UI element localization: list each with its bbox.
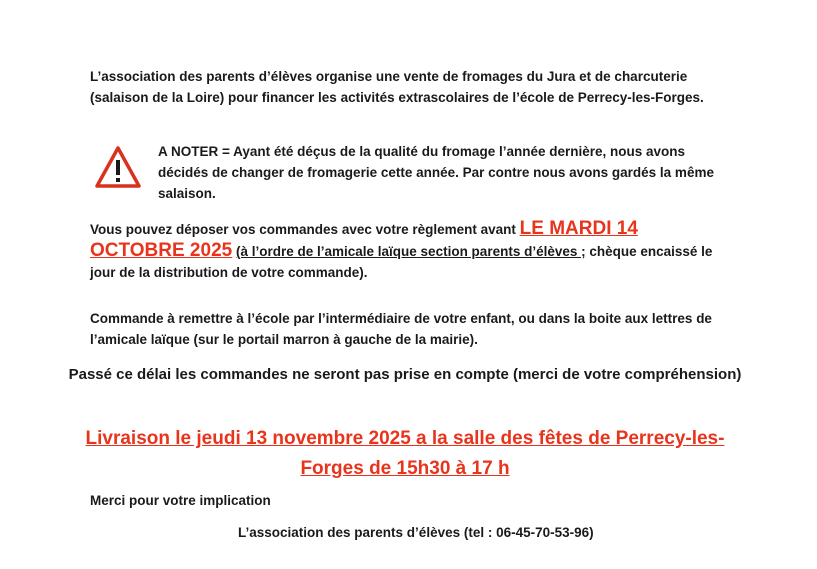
order-deadline-date: LE MARDI 14 OCTOBRE 2025 xyxy=(90,218,638,261)
intro-paragraph: L’association des parents d’élèves organise une vente de fromages du Jura et de charcuterie (salaison de la Loire) pour financer les activités extrascolaires de l’école de Perrecy-les-Forges. xyxy=(90,69,704,105)
order-lead: Vous pouvez déposer vos commandes avec votre règlement avant xyxy=(90,222,520,237)
notice-paragraph: A NOTER = Ayant été déçus de la qualité du fromage l’année dernière, nous avons décidés de changer de fromagerie cette année. Par contre nous avons gardés la même salaison. xyxy=(158,144,714,201)
payee-prefix: (à l’ordre de l’amicale xyxy=(235,244,378,259)
drop-off-paragraph: Commande à remettre à l’école par l’intermédiaire de votre enfant, ou dans la boite aux lettres de l’amicale laïque (sur le portail marron à gauche de la mairie). xyxy=(90,311,712,347)
thanks-line: Merci pour votre implication xyxy=(90,493,271,508)
payee-laique: laïque xyxy=(377,244,417,259)
deadline-notice: Passé ce délai les commandes ne seront pas prise en compte (merci de votre compréhension) xyxy=(68,366,742,383)
order-paragraph xyxy=(90,218,730,283)
signature-line: L’association des parents d’élèves (tel : 06-45-70-53-96) xyxy=(238,525,594,540)
order-tail: chèque encaissé le jour de la distribution de votre commande). xyxy=(90,244,713,280)
payee-suffix: section parents d’élèves ; xyxy=(416,244,586,259)
delivery-info: Livraison le jeudi 13 novembre 2025 a la salle des fêtes de Perrecy-les-Forges de 15h30 à 17 h xyxy=(85,428,725,479)
warning-triangle-icon xyxy=(94,145,142,189)
